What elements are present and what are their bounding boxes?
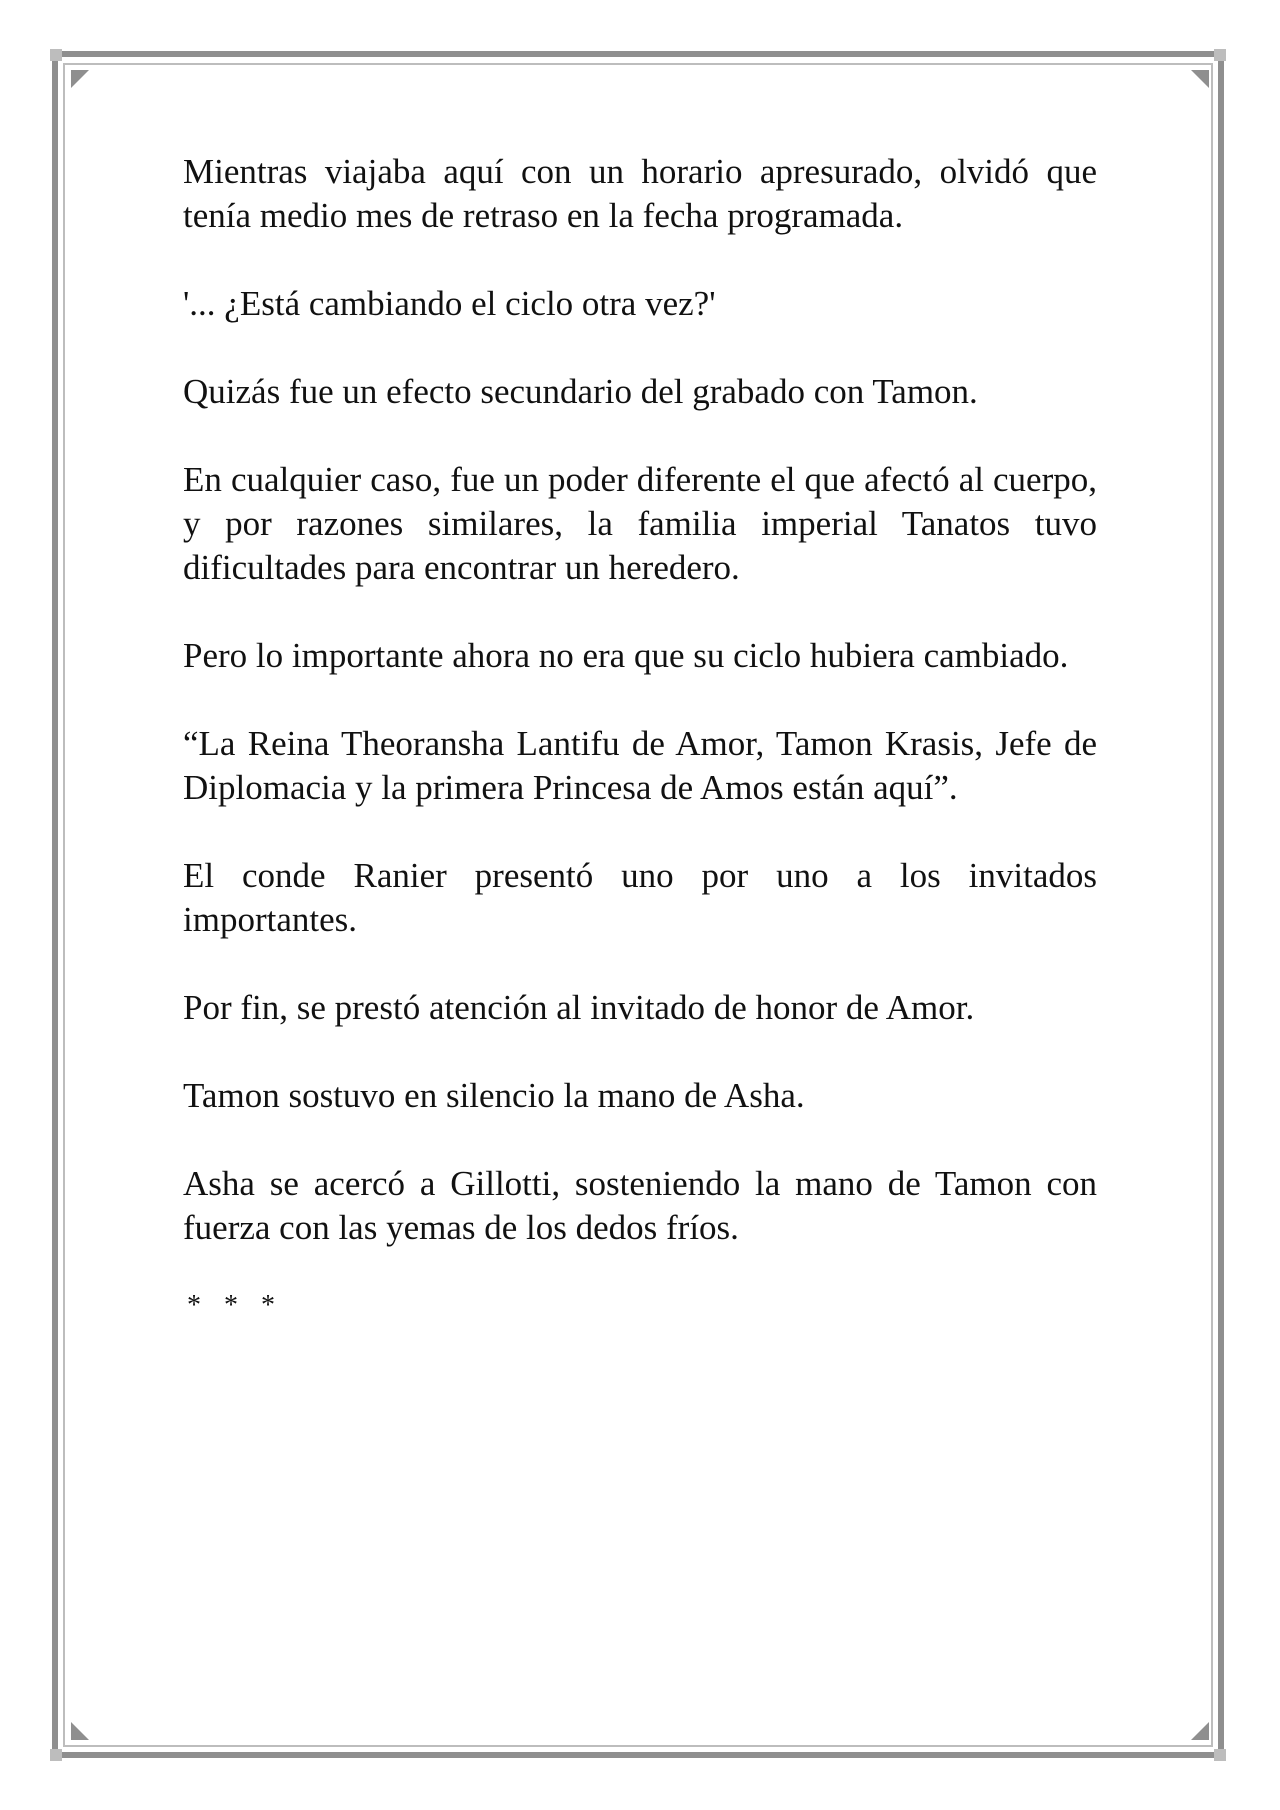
paragraph: Por fin, se prestó atención al invitado de honor de Amor. bbox=[183, 988, 975, 1027]
paragraph: '... ¿Está cambiando el ciclo otra vez?' bbox=[183, 284, 716, 323]
corner-triangle-bottom-right bbox=[1191, 1722, 1209, 1740]
paragraph: Asha se acercó a Gillotti, sosteniendo la mano de Tamon con fuerza con las yemas de los dedos fríos. bbox=[183, 1164, 1097, 1247]
corner-ornament-bottom-left bbox=[50, 1749, 62, 1761]
paragraph: El conde Ranier presentó uno por uno a los invitados importantes. bbox=[183, 856, 1097, 939]
paragraph: “La Reina Theoransha Lantifu de Amor, Tamon Krasis, Jefe de Diplomacia y la primera Princesa de Amos están aquí”. bbox=[183, 724, 1097, 807]
paragraph: Pero lo importante ahora no era que su ciclo hubiera cambiado. bbox=[183, 636, 1069, 675]
page-text-body bbox=[183, 150, 1097, 1322]
corner-ornament-top-left bbox=[50, 49, 62, 61]
corner-triangle-bottom-left bbox=[71, 1722, 89, 1740]
paragraph: Tamon sostuvo en silencio la mano de Asha. bbox=[183, 1076, 805, 1115]
corner-ornament-bottom-right bbox=[1214, 1749, 1226, 1761]
corner-triangle-top-left bbox=[71, 70, 89, 88]
scene-break-separator: * * * bbox=[187, 1290, 283, 1321]
paragraph: Quizás fue un efecto secundario del grabado con Tamon. bbox=[183, 372, 978, 411]
corner-triangle-top-right bbox=[1191, 70, 1209, 88]
paragraph: En cualquier caso, fue un poder diferente el que afectó al cuerpo, y por razones similares, la familia imperial Tanatos tuvo dificultades para encontrar un heredero. bbox=[183, 460, 1097, 587]
corner-ornament-top-right bbox=[1214, 49, 1226, 61]
paragraph: Mientras viajaba aquí con un horario apresurado, olvidó que tenía medio mes de retraso en la fecha programada. bbox=[183, 152, 1097, 235]
